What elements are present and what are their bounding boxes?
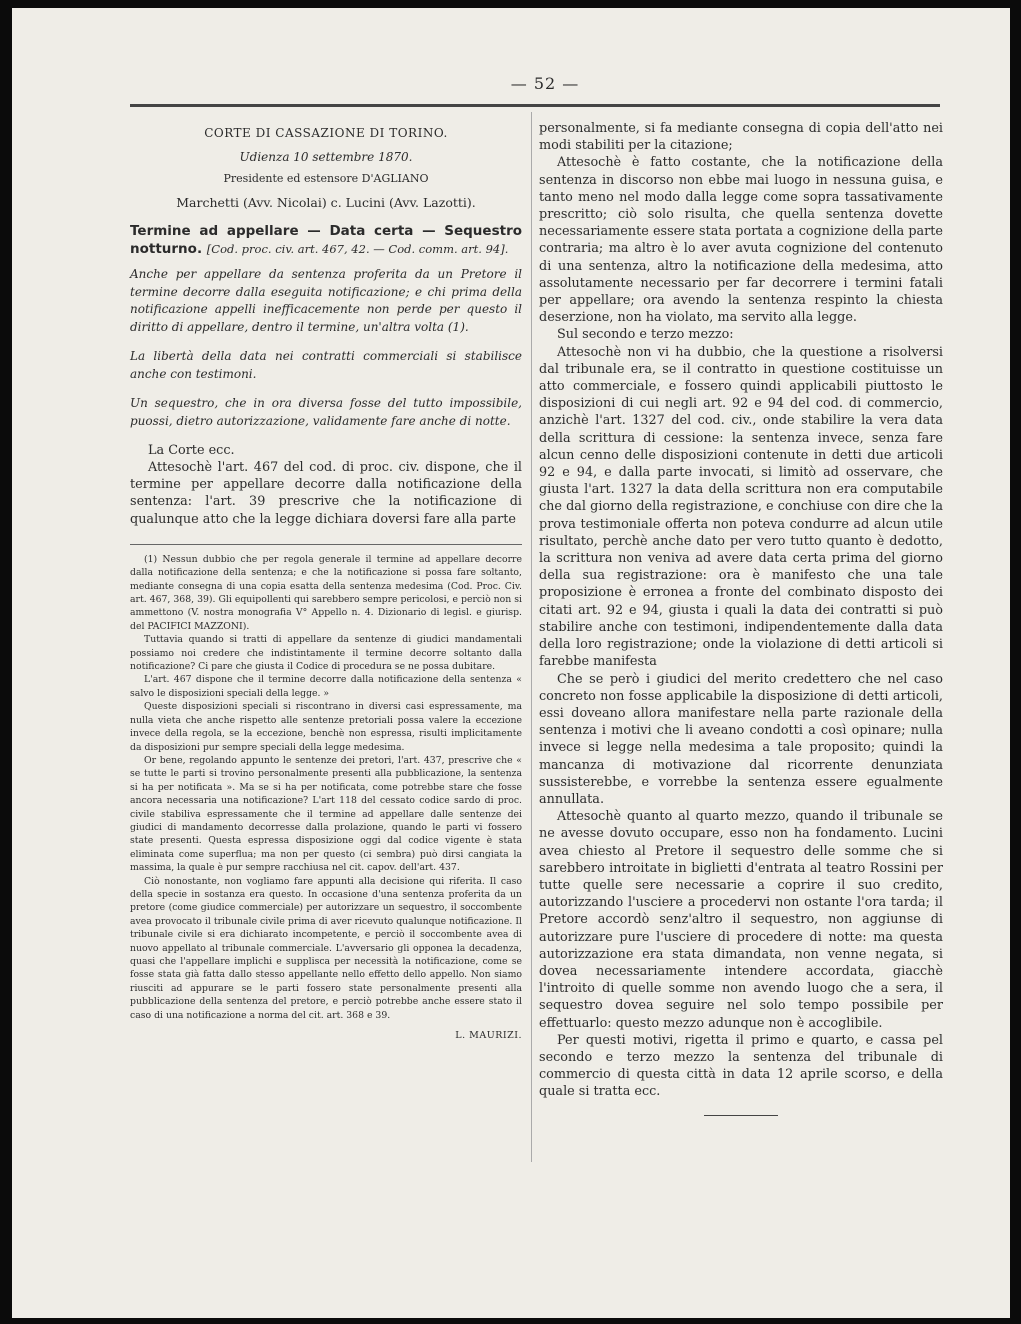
- president-line: Presidente ed estensore D'AGLIANO: [223, 172, 429, 185]
- parties-line: Marchetti (Avv. Nicolai) c. Lucini (Avv. Lazotti).: [176, 195, 476, 210]
- maxim-1: Anche per appellare da sentenza proferita da un Pretore il termine decorre dalla eseguita notificazione; e chi prima della notificazione appelli inefficacemente non perde per questo il diritto di appellare, dentro il termine, un'altra volta (1).: [130, 267, 522, 334]
- page-number: — 52 —: [510, 74, 580, 93]
- body-paragraph: personalmente, si fa mediante consegna di copia dell'atto nei modi stabiliti per la citazione;: [539, 121, 943, 154]
- end-rule: [704, 1115, 778, 1116]
- maxim-3: Un sequestro, che in ora diversa fosse del tutto impossibile, puossi, dietro autorizzazione, validamente fare anche di notte.: [130, 396, 522, 428]
- footnote-paragraph: Ciò nonostante, non vogliamo fare appunti alla decisione qui riferita. Il caso della specie in sostanza era questo. In occasione d'una sentenza proferita da un pretore (come giudice commerciale) per autorizzare un sequestro, il soccombente avea provocato il tribunale civile prima di aver ricevuto qualunque notificazione. Il tribunale civile si era dichiarato incompetente, e perciò il soccombente avea di nuovo appellato al tribunale commerciale. L'avversario gli opponea la decadenza, quasi che l'appellare implichi e supplisca per necessità la notificazione, come se fosse stata già fatta dallo stesso appellante nello effetto dello appello. Non siamo riusciti ad appurare se le parti fossero state personalmente presenti alla pubblicazione della sentenza del pretore, e perciò potrebbe anche essere stato il caso di una notificazione a norma del cit. art. 368 e 39.: [130, 875, 522, 1021]
- footnote-paragraph: Or bene, regolando appunto le sentenze dei pretori, l'art. 437, prescrive che « se tutte le parti si trovino personalmente presenti alla pubblicazione, la sentenza si ha per notificata ». Ma se si ha per notificata, come potrebbe stare che fosse ancora necessaria una notificazione? L'art 118 del cessato codice sardo di proc. civile stabiliva espressamente che il termine ad appellare dalle sentenze dei giudici di mandamento decorresse dalla prolazione, quando le parti vi fossero state presenti. Questa espressa disposizione oggi dal codice vigente è stata eliminata come superflua; ma non per questo (ci sembra) può dirsi cangiata la massima, la quale è pur sempre racchiusa nel cit. capov. dell'art. 437.: [130, 754, 522, 874]
- maxim-2: La libertà della data nei contratti commerciali si stabilisce anche con testimoni.: [130, 349, 522, 381]
- hearing-date: Udienza 10 settembre 1870.: [239, 150, 413, 164]
- footnote-paragraph: L'art. 467 dispone che il termine decorre dalla notificazione della sentenza « salvo le disposizioni speciali della legge. »: [130, 674, 522, 699]
- header-rule: [130, 104, 940, 107]
- document-page: [12, 8, 1010, 1318]
- court-title: CORTE DI CASSAZIONE DI TORINO.: [204, 126, 448, 140]
- body-paragraph: Per questi motivi, rigetta il primo e quarto, e cassa pel secondo e terzo mezzo la sentenza del tribunale di commercio di questa città in data 12 aprile scorso, e della quale si tratta ecc.: [539, 1032, 943, 1100]
- body-paragraph: Attesochè è fatto costante, che la notificazione della sentenza in discorso non ebbe mai luogo in nessuna guisa, e tanto meno nel modo dalla legge come sopra tassativamente prescritto; ciò solo risulta, che quella sentenza dovette necessariamente essere stata portata a cognizione della parte contraria; ma altro è lo aver avuta cognizione del contenuto di una sentenza, altro la notificazione della medesima, atto assolutamente necessario per far decorrere i termini fatali per appellare; ora avendo la sentenza respinto la chiesta deserzione, non ha violato, ma servito alla legge.: [539, 155, 943, 326]
- right-column: [539, 120, 943, 1116]
- case-heading-title: Termine ad appellare — Data certa — Sequestro notturno.: [130, 223, 522, 257]
- footnote-paragraph: (1) Nessun dubbio che per regola generale il termine ad appellare decorre dalla notificazione della sentenza; e che la notificazione si possa fare soltanto, mediante consegna di una copia esatta della sentenza medesima (Cod. Proc. Civ. art. 467, 368, 39). Gli equipollenti qui sarebbero sempre pericolosi, e perciò non si ammettono (V. nostra monografia V° Appello n. 4. Dizionario di legisl. e giurisp. del PACIFICI MAZZONI).: [130, 553, 522, 632]
- body-paragraph: Che se però i giudici del merito credettero che nel caso concreto non fosse applicabile la disposizione di detti articoli, essi doveano allora manifestare nella parte razionale della sentenza i motivi che li aveano condotti a così opinare; nulla invece si legge nella medesima a tale proposito; quindi la mancanza di motivazione dal ricorrente denunziata sussisterebbe, e vorrebbe la sentenza essere egualmente annullata.: [539, 671, 943, 807]
- footnote-paragraph: Queste disposizioni speciali si riscontrano in diversi casi espressamente, ma nulla vieta che anche rispetto alle sentenze pretoriali possa valere la eccezione invece della regola, se la eccezione, benchè non espressa, risulti implicitamente da disposizioni pur sempre speciali della legge medesima.: [130, 701, 522, 753]
- footnote-rule: [130, 544, 522, 545]
- la-corte: La Corte ecc.: [148, 443, 235, 458]
- body-paragraph: Sul secondo e terzo mezzo:: [557, 327, 734, 343]
- body-paragraph: Attesochè l'art. 467 del cod. di proc. civ. dispone, che il termine per appellare decorre dalla notificazione della sentenza: l'art. 39 prescrive che la notificazione di qualunque atto che la legge dichiara doversi fare alla parte: [130, 460, 522, 527]
- case-heading-reference: [Cod. proc. civ. art. 467, 42. — Cod. comm. art. 94].: [206, 242, 509, 256]
- footnote-paragraph: Tuttavia quando si tratti di appellare da sentenze di giudici mandamentali possiamo noi credere che indistintamente il termine decorre soltanto dalla notificazione? Ci pare che giusta il Codice di procedura se ne possa dubitare.: [130, 634, 522, 673]
- body-paragraph: Attesochè non vi ha dubbio, che la questione a risolversi dal tribunale era, se il contratto in questione costituisse un atto commerciale, e fossero quindi applicabili piuttosto le disposizioni di cui negli art. 92 e 94 del cod. di commercio, anzichè l'art. 1327 del cod. civ., onde stabilire la vera data della scrittura di cessione: la sentenza invece, senza fare alcun cenno delle disposizioni contenute in detti due articoli 92 e 94, e dalla parte invocati, si limitò ad osservare, che giusta l'art. 1327 la data della scrittura non era computabile che dal giorno della registrazione, e conchiuse con dire che la prova testimoniale offerta non poteva condurre ad alcun utile risultato, perchè anche dato per vero tutto quanto è dedotto, la scrittura non veniva ad avere data certa prima del giorno della sua registrazione: ora è manifesto che una tale proposizione è erronea a fronte del combinato disposto dei citati art. 92 e 94, giusta i quali la data dei contratti si può stabilire anche con testimoni, indipendentemente dalla data della loro registrazione; onde la violazione di detti articoli si farebbe manifesta: [539, 344, 943, 670]
- left-column: [130, 120, 522, 1041]
- case-heading: [130, 222, 522, 258]
- body-paragraph: Attesochè quanto al quarto mezzo, quando il tribunale se ne avesse dovuto occupare, esso non ha fondamento. Lucini avea chiesto al Pretore il sequestro delle somme che si sarebbero introitate in biglietti d'entrata al teatro Rossini per tutte quelle sere necessarie a coprire il suo credito, autorizzando l'usciere a procedervi non ostante l'ora tarda; il Pretore accordò senz'altro il sequestro, non aggiunse di autorizzare pure l'usciere di procedere di notte: ma questa autorizzazione era stata dimandata, non venne negata, si dovea necessariamente intendere accordata, giacchè l'introito di quelle somme non avendo luogo che a sera, il sequestro dovea seguire nel solo tempo possibile per effettuarlo: questo mezzo adunque non è accoglibile.: [539, 809, 943, 1031]
- column-divider: [531, 112, 532, 1162]
- footnote-signature: L. MAURIZI.: [455, 1030, 522, 1042]
